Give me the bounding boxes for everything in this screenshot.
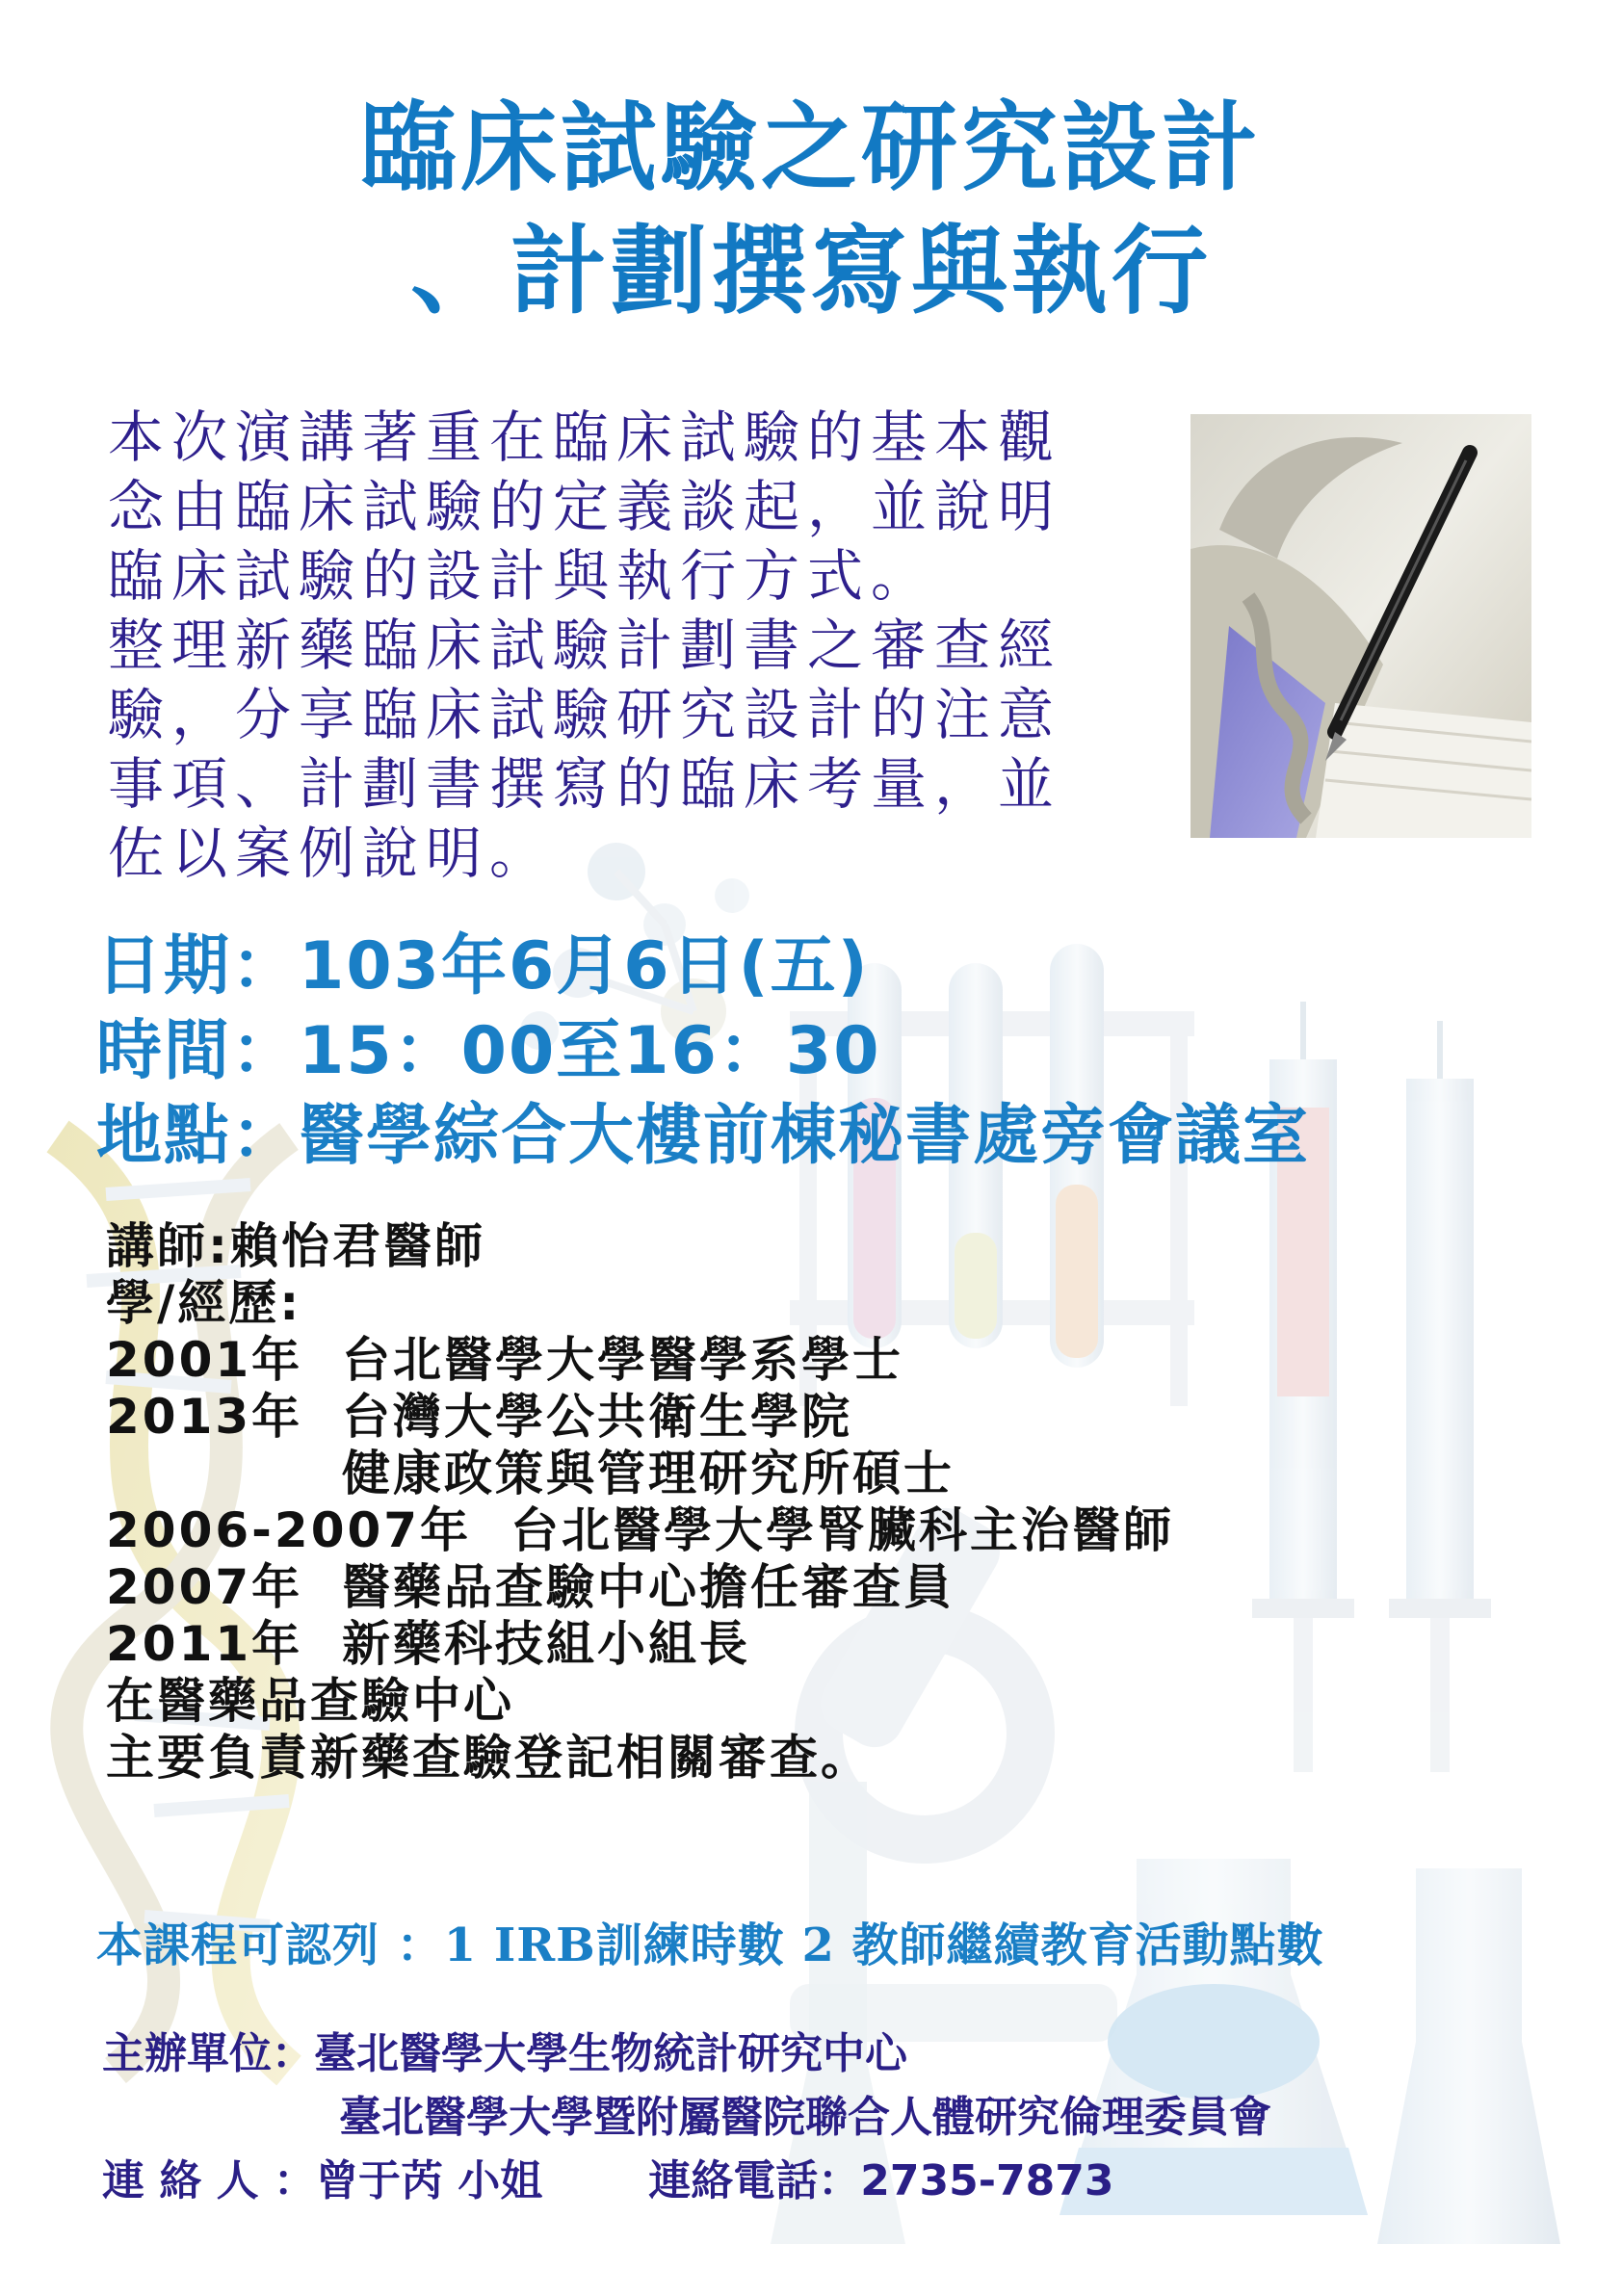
history-entry bbox=[106, 1332, 1174, 1389]
organizer-unit-1: 臺北醫學大學生物統計研究中心 bbox=[314, 2029, 907, 2078]
speaker-bio bbox=[106, 1218, 1174, 1787]
contact-row bbox=[102, 2150, 1271, 2213]
history-entry bbox=[106, 1446, 1174, 1502]
phone-number: 2735-7873 bbox=[860, 2156, 1114, 2205]
phone-label: 連絡電話： bbox=[648, 2156, 861, 2205]
history-text: 新藥科技組小組長 bbox=[342, 1616, 750, 1672]
history-year: 2006-2007年 bbox=[106, 1502, 472, 1558]
event-place: 地點：醫學綜合大樓前棟秘書處旁會議室 bbox=[96, 1098, 1311, 1174]
history-text: 醫藥品查驗中心擔任審查員 bbox=[342, 1559, 955, 1615]
event-info bbox=[96, 925, 1310, 1179]
history-label: 學/經歷: bbox=[106, 1275, 302, 1331]
history-entry bbox=[106, 1559, 1174, 1616]
history-entry bbox=[106, 1389, 1174, 1446]
event-time: 時間：15：00至16：30 bbox=[96, 1013, 881, 1089]
history-year bbox=[106, 1446, 342, 1502]
organizer-row bbox=[102, 2022, 1271, 2086]
speaker-note: 在醫藥品查驗中心 bbox=[106, 1673, 514, 1729]
intro-paragraph bbox=[108, 403, 1177, 888]
history-year: 2007年 bbox=[106, 1559, 303, 1615]
intro-line: 臨床試驗的設計與執行方式。 bbox=[108, 543, 935, 609]
speaker-name: 講師:賴怡君醫師 bbox=[106, 1218, 485, 1274]
contact-label: 連 絡 人 ： bbox=[102, 2156, 316, 2205]
history-year: 2011年 bbox=[106, 1616, 303, 1672]
title-line-2: 、計劃撰寫與執行 bbox=[410, 215, 1212, 327]
speaker-note: 主要負責新藥查驗登記相關審查。 bbox=[106, 1730, 872, 1786]
history-text: 台北醫學大學醫學系學士 bbox=[342, 1332, 903, 1388]
history-year: 2001年 bbox=[106, 1332, 303, 1388]
history-text: 台北醫學大學腎臟科主治醫師 bbox=[510, 1502, 1174, 1558]
title-line-1: 臨床試驗之研究設計 bbox=[360, 91, 1262, 204]
event-date: 日期：103年6月6日(五) bbox=[96, 928, 870, 1004]
organizer-label: 主辦單位： bbox=[102, 2029, 314, 2078]
intro-line: 佐以案例說明。 bbox=[108, 821, 554, 886]
history-entry bbox=[106, 1616, 1174, 1673]
history-text: 健康政策與管理研究所碩士 bbox=[342, 1446, 955, 1501]
pen-and-book-photo bbox=[1190, 414, 1531, 838]
history-entry bbox=[106, 1502, 1174, 1559]
intro-line: 念由臨床試驗的定義談起，並說明 bbox=[108, 474, 1062, 539]
intro-line: 事項、計劃書撰寫的臨床考量，並 bbox=[108, 751, 1062, 817]
credit-line: 本課程可認列 ：1 IRB訓練時數 2 教師繼續教育活動點數 bbox=[96, 1918, 1324, 1972]
intro-line: 整理新藥臨床試驗計劃書之審查經 bbox=[108, 613, 1062, 678]
history-text: 台灣大學公共衛生學院 bbox=[342, 1389, 852, 1445]
intro-line: 本次演講著重在臨床試驗的基本觀 bbox=[108, 404, 1062, 470]
intro-line: 驗，分享臨床試驗研究設計的注意 bbox=[108, 682, 1062, 747]
organizer-block bbox=[102, 2022, 1271, 2213]
history-year: 2013年 bbox=[106, 1389, 303, 1445]
page-title bbox=[0, 87, 1622, 333]
organizer-unit-2: 臺北醫學大學暨附屬醫院聯合人體研究倫理委員會 bbox=[339, 2093, 1271, 2142]
contact-name: 曾于芮 小姐 bbox=[315, 2156, 543, 2205]
